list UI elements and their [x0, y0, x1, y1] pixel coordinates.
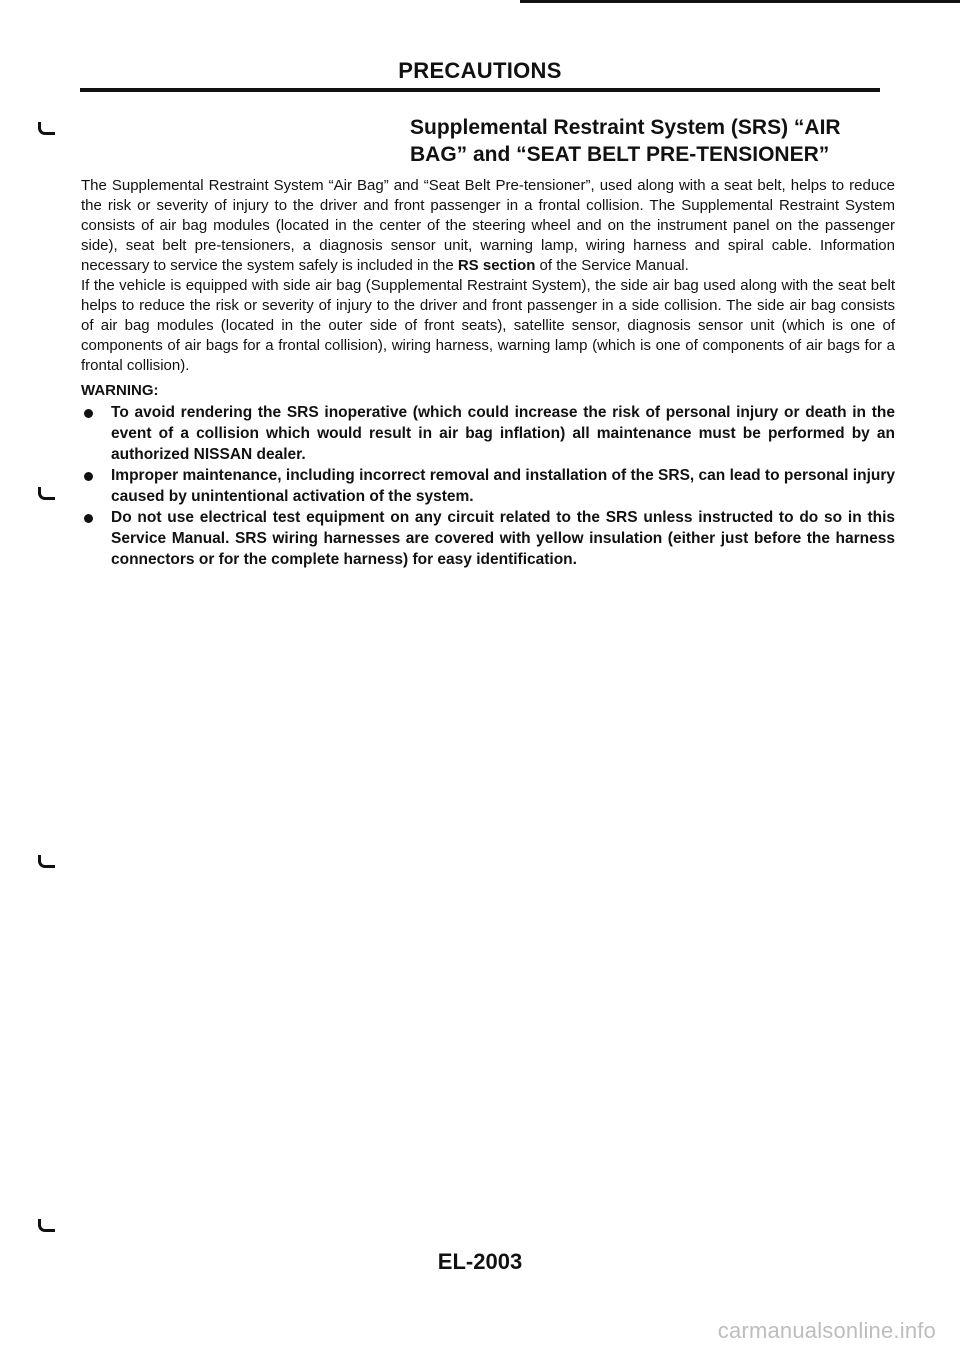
paragraph-side-airbag: If the vehicle is equipped with side air bag (Supplemental Restraint System), the side air bag used along with the seat belt helps to reduce the risk or severity of injury to the driver and front passenger in a side collision. The side air bag consists of air bag modules (located in the outer side of front seats), satellite sensor, diagnosis sensor unit (which is one of components of air bags for a frontal collision), wiring harness, warning lamp (which is one of components of air bags for a frontal collision).	[81, 277, 895, 374]
warning-item	[81, 507, 895, 570]
warning-item	[81, 465, 895, 507]
warning-label: WARNING:	[81, 382, 159, 399]
warning-item-text: Improper maintenance, including incorrect removal and installation of the SRS, can lead to personal injury caused by unintentional activation of the system.	[111, 467, 895, 505]
warning-list	[81, 402, 895, 570]
section-heading-line-2: BAG” and “SEAT BELT PRE-TENSIONER”	[410, 143, 830, 166]
paragraph-srs-intro	[81, 176, 895, 276]
binding-mark-icon	[38, 487, 55, 500]
page-title: PRECAUTIONS	[398, 58, 562, 83]
warning-item-text: Do not use electrical test equipment on any circuit related to the SRS unless instructed to do so in this Service Manual. SRS wiring harnesses are covered with yellow insulation (either just before the harness connectors or for the complete harness) for easy identification.	[111, 509, 895, 568]
body-text	[81, 176, 895, 570]
paragraph-srs-intro-text: The Supplemental Restraint System “Air Bag” and “Seat Belt Pre-tensioner”, used along with a seat belt, helps to reduce the risk or severity of injury to the driver and front passenger in a frontal collision. The Supplemental Restraint System consists of air bag modules (located in the center of the steering wheel and on the instrument panel on the passenger side), seat belt pre-tensioners, a diagnosis sensor unit, warning lamp, wiring harness and spiral cable. Information necessary to service the system safely is included in the	[81, 177, 895, 274]
binding-mark-icon	[38, 122, 55, 135]
bullet-icon	[84, 409, 93, 418]
top-edge-rule	[520, 0, 960, 3]
warning-item	[81, 402, 895, 465]
page-number: EL-2003	[437, 1249, 523, 1274]
section-heading	[410, 114, 890, 168]
binding-mark-icon	[38, 1219, 55, 1232]
bullet-icon	[84, 472, 93, 481]
warning-item-text: To avoid rendering the SRS inoperative (which could increase the risk of personal injury or death in the event of a collision which would result in air bag inflation) all maintenance must be performed by an authorized NISSAN dealer.	[111, 404, 895, 463]
watermark: carmanualsonline.info	[717, 1318, 936, 1343]
section-heading-line-1: Supplemental Restraint System (SRS) “AIR	[410, 116, 841, 139]
paragraph-srs-intro-tail: of the Service Manual.	[539, 257, 689, 274]
title-rule	[80, 88, 880, 92]
binding-mark-icon	[38, 855, 55, 868]
rs-section-reference: RS section	[457, 257, 536, 274]
bullet-icon	[84, 514, 93, 523]
